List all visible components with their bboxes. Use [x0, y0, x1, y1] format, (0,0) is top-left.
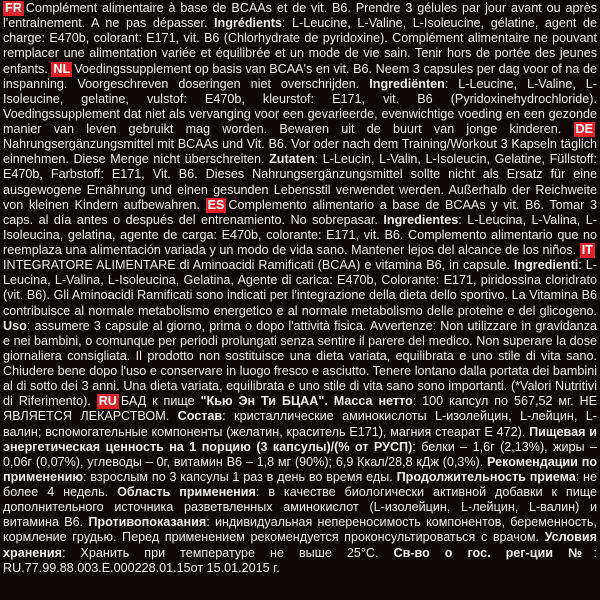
ru-registration-heading: Св-во о гос. рег-ции № [393, 545, 594, 560]
ru-text-6: : не более 4 недель. [3, 469, 597, 499]
section-it [3, 243, 597, 408]
lang-tag-de: DE [575, 122, 593, 136]
section-nl [3, 62, 597, 137]
de-text-1: Nahrungsergänzungsmittel mit BCAAs und Vit. B6. Vor oder nach dem Training/Workout 3 Kapseln täglich einnehmen. Diese Menge nicht überschreiten. [3, 137, 597, 167]
nl-text-2: : L-Leucine, L-Valine, L-Isoleucine, gelatine, vulstof: E470b, kleurstof: E171, vit. B6 (Pyridoxinehydrochloride). Voedingssupplement dat niet als vervanging voor een gevarieerde, evenwichtige voeding en een gezonde manier van leven gebruikt mag worden. Bewaren uit de buurt van jonge kinderen. [3, 76, 598, 136]
ru-text-9: : Хранить при температуре не выше 25°С. [62, 545, 394, 560]
fr-text-2: : L-Leucine, L-Valine, L-Isoleucine, gélatine, agent de charge: E470b, colorant: E171, vit. B6 (Chlorhydrate de pyridoxine). Complément alimentaire ne pouvant remplacer une alimentation variée et équilibrée et un mode de vie sain. Tenir hors de portée des jeunes enfants. [3, 16, 597, 76]
ru-text-4: : белки – 1,6г (2,13%), жиры – 0,06г (0,07%), углеводы – 0г, витамин В6 – 1,8 мг (90%); 6,9 Ккал/28,8 кДж (0,3%). [3, 439, 597, 469]
ru-recommendations-heading: Рекомендации по применению [3, 454, 598, 484]
ru-text-3: : кристаллические аминокислоты L-изолейцин, L-лейцин, L-валин; вспомогательные компоненты (желатин, краситель Е171), магния стеарат Е 472). [3, 409, 597, 439]
ru-text-5: : взрослым по 3 капсулы 1 раз в день во время еды. [83, 469, 397, 484]
ru-text-8: : индивидуальная непереносимость компонентов, беременность, кормление грудью. Перед применением рекомендуется проконсультироваться с врачом. [3, 515, 597, 545]
it-text-2: : L-Leucina, L-Valina, L-Isoleucina, Gelatina, Agente di carica: E470b, Colorante: E171, piridossina cloridrato (vit. B6). Gli Aminoacidi Ramificati sono indicati per l'integrazione della dieta dello sportivo. La Vitamina B6 contribuisce al normale metabolismo energetico e al normale metabolismo delle proteine e del glicogeno. [3, 258, 598, 318]
ru-text-2: : 100 капсул по 567,52 мг. НЕ ЯВЛЯЕТСЯ ЛЕКАРСТВОМ. [3, 394, 597, 424]
section-ru [3, 394, 597, 574]
lang-tag-it: IT [581, 243, 593, 257]
it-usage-heading: Uso [3, 318, 27, 333]
es-text-2: : L-Leucina, L-Valina, L-Isoleucina, gelatina, agente de carga: E470b, colorante: E171, vit. B6. Complemento alimentario que no reemplaza una alimentación variada y un modo de vida sano. Mantener lejos del alcance de los niños. [3, 212, 597, 257]
ru-text-10: : RU.77.99.88.003.Е.000228.01.15от 15.01.2015 г. [3, 545, 597, 575]
lang-tag-es: ES [207, 197, 225, 212]
it-text-3: : assumere 3 capsule al giorno, prima o dopo l'attività fisica. Avvertenze: Non utilizzare in gravidanza e nei bambini, o comunque per periodi prolungati senza sentire il parere del medico. Non superare la dose giornaliera consigliata. Il prodotto non sostituisce una dieta variata, equilibrata e uno stile di vita sano. Chiudere bene dopo l'uso e conservare in luogo fresco e asciutto. Tenere lontano dalla portata dei bambini al di sotto dei 3 anni. Una dieta variata, equilibrata e uno stile di vita sano sono importanti. (*Valori Nutritivi di Riferimento). [3, 318, 597, 409]
ru-product-net-weight-heading: "Кью Эн Ти БЦАА". Масса нетто [200, 394, 413, 409]
es-ingredients-heading: Ingredientes [383, 212, 459, 227]
lang-tag-fr: FR [5, 1, 22, 15]
nl-text-1: Voedingssupplement op basis van BCAA's en vit. B6. Neem 3 capsules per dag voor of na de inspanning. Voorgeschreven doseringen niet overschrijden. [3, 61, 597, 91]
ru-storage-heading: Условия хранения [3, 530, 597, 560]
ru-text-7: : в качестве биологически активной добавки к пище дополнительного источника разветвленных аминокислот (L-изолейцин, L-лейцин, L-валин) и витамина В6. [3, 485, 597, 530]
ru-text-1: БАД к пище [120, 394, 201, 409]
lang-tag-nl: NL [53, 61, 71, 76]
de-text-2: : L-Leucin, L-Valin, L-Isoleucin, Gelatine, Füllstoff: E470b, Farbstoff: E171, Vit. B6. Dieses Nahrungsergänzungsmittel sollte nicht als Ersatz für eine ausgewogene Ernährung und einen gesunden Lebensstil verwendet werden. Außerhalb der Reichweite von kleinen Kindern aufbewahren. [3, 152, 597, 212]
fr-ingredients-heading: Ingrédients [214, 16, 282, 31]
nl-ingredients-heading: Ingrediënten [369, 76, 445, 91]
it-text-1: INTEGRATORE ALIMENTARE di Aminoacidi Ramificati (BCAA) e vitamina B6, in capsule. [3, 258, 514, 273]
ru-nutrition-heading: Пищевая и энергетическая ценность на 1 порцию (3 капсулы)/(% от РУСП) [3, 424, 597, 454]
it-ingredients-heading: Ingredienti [513, 258, 579, 273]
ru-contraindications-heading: Противопоказания [88, 515, 207, 530]
de-ingredients-heading: Zutaten [269, 152, 315, 167]
ru-composition-heading: Состав [177, 409, 223, 424]
es-text-1: Complemento alimentario a base de BCAAs y vit. B6. Tomar 3 caps. al día antes o después del entrenamiento. No sobrepasar. [3, 197, 597, 227]
ru-duration-heading: Продолжительность приема [396, 469, 576, 484]
lang-tag-ru: RU [98, 394, 117, 409]
fr-text-1: Complément alimentaire à base de BCAAs et de vit. B6. Prendre 3 gélules par jour avant ou après l'entrainement. A ne pas dépasser. [3, 1, 597, 31]
ru-application-heading: Область применения [117, 485, 256, 499]
